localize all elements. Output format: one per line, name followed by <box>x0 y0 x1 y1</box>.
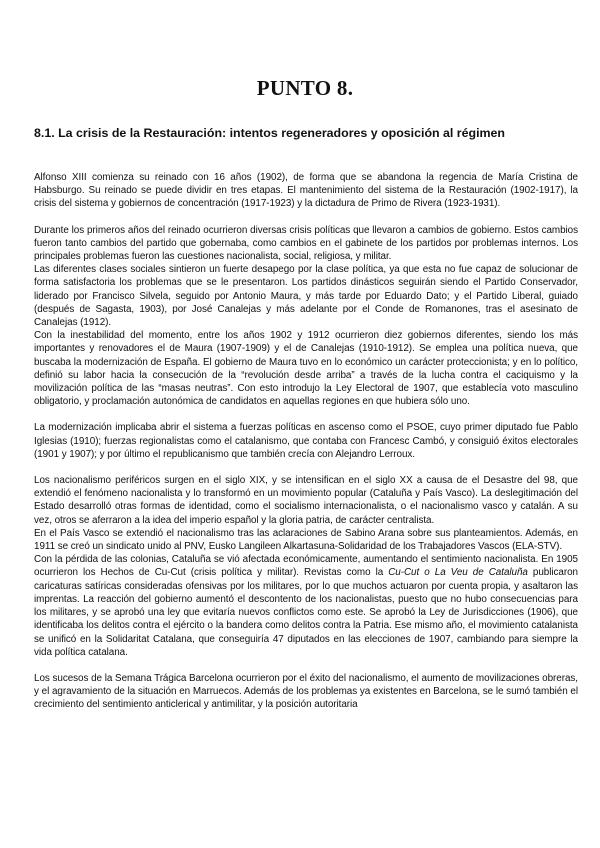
paragraph-dynastic-parties: Las diferentes clases sociales sintieron un fuerte desapego por la clase política, ya que esta no fue capaz de solucionar de forma satisfactoria los problemas que se le presentaron. Los partidos dinásticos seguirán siendo el Partido Conservador, liderado por Francisco Silvela, seguido por Antonio Maura, y más tarde por Eduardo Dato; y el Partido Liberal, guiado (después de Sagasta, 1903), por José Canalejas y más adelante por el Conde de Romanones, tras el asesinato de Canalejas (1912). <box>34 264 578 329</box>
section-title: 8.1. La crisis de la Restauración: intentos regeneradores y oposición al régimen <box>34 126 506 140</box>
paragraph-basque-country: En el País Vasco se extendió el nacionalismo tras las aclaraciones de Sabino Arana sobre sus planteamientos. Además, en 1911 se creó un sindicato unido al PNV, Eusko Langileen Alkartasuna-Solidaridad de los Trabajadores Vascos (ELA-STV). <box>34 527 578 553</box>
paragraph-catalonia <box>34 553 578 659</box>
catalonia-text-2: o <box>419 567 435 579</box>
paragraph-political-crises: Durante los primeros años del reinado ocurrieron diversas crisis políticas que llevaron a cambios de gobierno. Estos cambios fueron tanto cambios del partido que gobernaba, como cambios en el gabinete de los partidos por problemas internos. Los principales problemas fueron las cuestiones nacionalista, social, religiosa, y militar. <box>34 224 578 263</box>
catalonia-text-3: publicaron caricaturas satíricas consideradas ofensivas por los militares, por lo que muchos actuaron por cuenta propia, y asaltaron las imprentas. La reacción del gobierno aumentó el descontento de los nacionalistas, puesto que no hubo consecuencias para los militares, y se aprobó una ley que evitaría nuevos conflictos como este. Se aprobó la Ley de Jurisdicciones (1906), que identificaba los delitos contra el ejército o la bandera como delitos contra la Patria. Ese mismo año, el movimiento catalanista se unificó en la Solidaritat Catalana, que conseguiría 47 diputados en las elecciones de 1907, cambiando para siempre la vida política catalana. <box>34 567 578 658</box>
paragraph-reign-intro: Alfonso XIII comienza su reinado con 16 años (1902), de forma que se abandona la regencia de María Cristina de Habsburgo. Su reinado se puede dividir en tres etapas. El mantenimiento del sistema de la Restauración (1902-1917), la crisis del sistema y gobiernos de concentración (1917-1923) y la dictadura de Primo de Rivera (1923-1931). <box>34 172 578 210</box>
paragraph-tragic-week: Los sucesos de la Semana Trágica Barcelona ocurrieron por el éxito del nacionalismo, el aumento de movilizaciones obreras, y el agravamiento de la situación en Marruecos. Además de los problemas ya existentes en Barcelona, se le sumó también el crecimiento del sentimiento anticlerical y antimilitar, y la posición autoritaria <box>34 672 578 711</box>
cucut-title: Cu-Cut <box>388 567 420 579</box>
la-veu-title: La Veu de Cataluña <box>434 567 528 579</box>
paragraph-peripheral-nationalism: Los nacionalismo periféricos surgen en el siglo XIX, y se intensifican en el siglo XX a causa de el Desastre del 98, que extendió el fenómeno nacionalista y lo transformó en un movimiento popular (Cataluña y País Vasco). La deslegitimación del Estado desarrolló otras formas de identidad, como el socialismo internacionalista, o el nacionalismo vasco y catalán. A su vez, otros se aferraron a la idea del imperio español y la gloria patria, de carácter centralista. <box>34 475 578 526</box>
paragraph-maura-canalejas: Con la inestabilidad del momento, entre los años 1902 y 1912 ocurrieron diez gobiernos diferentes, siendo los más importantes y renovadores el de Maura (1907-1909) y el de Canalejas (1910-1912). Se emplea una política nueva, que buscaba la modernización de España. El gobierno de Maura tuvo en lo económico un carácter proteccionista; y en lo político, definió su labor hacia la consecución de la “revolución desde arriba” a través de la lucha contra el caciquismo y la movilización política de las “masas neutras”. Con esto introdujo la Ley Electoral de 1907, que establecía voto masculino obligatorio, y proclamación autonómica de candidatos en aquellas regiones en que hubiera sólo uno. <box>34 330 578 408</box>
document-body <box>34 171 578 712</box>
catalonia-text-1: Con la pérdida de las colonias, Cataluña se vió afectada económicamente, aumentando el sentimiento nacionalista. En 1905 ocurrieron los Hechos de Cu-Cut (crisis política y militar). Revistas como la <box>34 554 578 579</box>
paragraph-modernization: La modernización implicaba abrir el sistema a fuerzas políticas en ascenso como el PSOE, cuyo primer diputado fue Pablo Iglesias (1910); fuerzas regionalistas como el catalanismo, que contaba con Francesc Cambó, y consiguió éxitos electorales (1901 y 1907); y por último el republicanismo que también crecía con Alejandro Lerroux. <box>34 422 578 460</box>
page-title: PUNTO 8. <box>256 76 354 100</box>
